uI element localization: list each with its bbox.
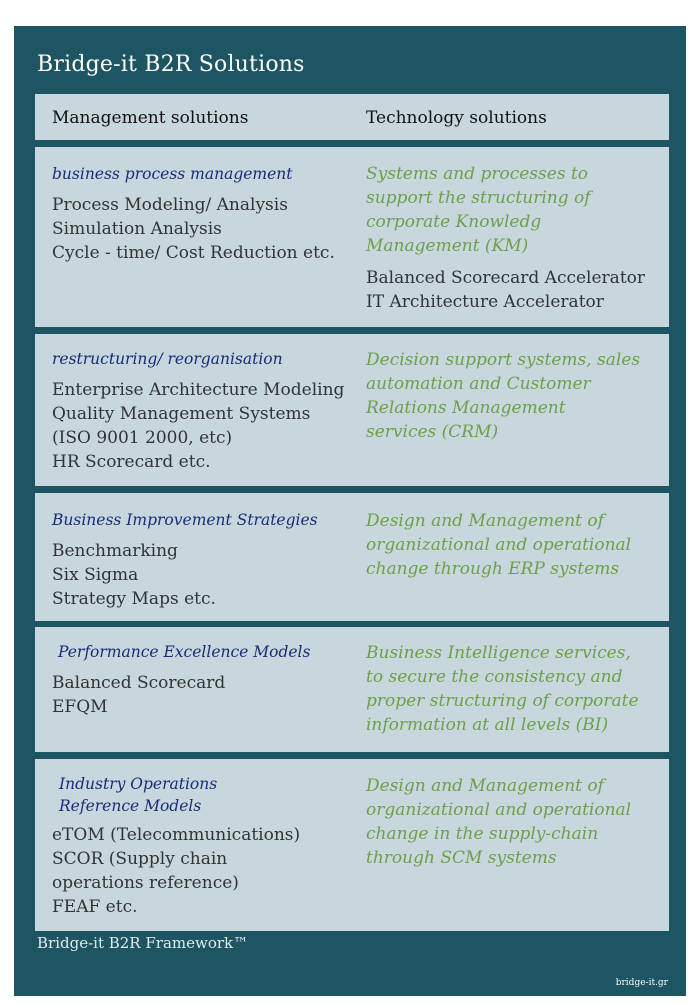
management-header: Management solutions xyxy=(52,108,249,128)
technology-description: Design and Management of organizational and operational change in the supply-chain through SCM systems xyxy=(366,776,632,868)
technology-cell xyxy=(366,162,645,314)
management-category: Industry Operations Reference Models xyxy=(59,775,218,815)
management-items: Balanced Scorecard EFQM xyxy=(52,673,226,717)
solution-row-1 xyxy=(35,147,669,327)
technology-description: Systems and processes to support the structuring of corporate Knowledg Management (KM) xyxy=(366,164,591,256)
solution-row-2 xyxy=(35,334,669,486)
technology-cell xyxy=(366,774,631,870)
management-cell xyxy=(59,773,217,817)
management-cell xyxy=(52,348,344,474)
technology-description: Business Intelligence services, to secure the consistency and proper structuring of corporate information at all levels (BI) xyxy=(366,643,639,735)
management-items-cell xyxy=(52,671,225,719)
management-cell xyxy=(52,509,318,611)
management-category: restructuring/ reorganisation xyxy=(52,350,283,368)
management-category: Performance Excellence Models xyxy=(58,643,311,661)
technology-cell xyxy=(366,509,631,581)
management-items: Enterprise Architecture Modeling Quality Management Systems (ISO 9001 2000, etc) HR Scorecard etc. xyxy=(52,380,345,472)
solution-row-5 xyxy=(35,759,669,931)
management-items: Process Modeling/ Analysis Simulation Analysis Cycle - time/ Cost Reduction etc. xyxy=(52,195,335,263)
management-category: Business Improvement Strategies xyxy=(52,511,318,529)
management-cell xyxy=(52,163,335,265)
technology-header: Technology solutions xyxy=(366,108,547,128)
technology-items: Balanced Scorecard Accelerator IT Architecture Accelerator xyxy=(366,268,646,312)
management-items: Benchmarking Six Sigma Strategy Maps etc. xyxy=(52,541,216,609)
management-category: business process management xyxy=(52,165,293,183)
management-cell xyxy=(58,641,310,663)
solution-row-4 xyxy=(35,627,669,752)
technology-description: Design and Management of organizational and operational change through ERP systems xyxy=(366,511,632,579)
technology-cell xyxy=(366,348,640,444)
column-header-panel xyxy=(35,94,669,140)
solution-row-3 xyxy=(35,493,669,621)
framework-footer: Bridge-it B2R Framework™ xyxy=(37,934,249,952)
technology-description: Decision support systems, sales automation and Customer Relations Management services (CRM) xyxy=(366,350,641,442)
page-title: Bridge-it B2R Solutions xyxy=(37,52,305,77)
management-items-cell xyxy=(52,823,300,919)
site-url: bridge-it.gr xyxy=(615,978,668,988)
management-items: eTOM (Telecommunications) SCOR (Supply chain operations reference) FEAF etc. xyxy=(52,825,301,917)
technology-cell xyxy=(366,641,639,737)
